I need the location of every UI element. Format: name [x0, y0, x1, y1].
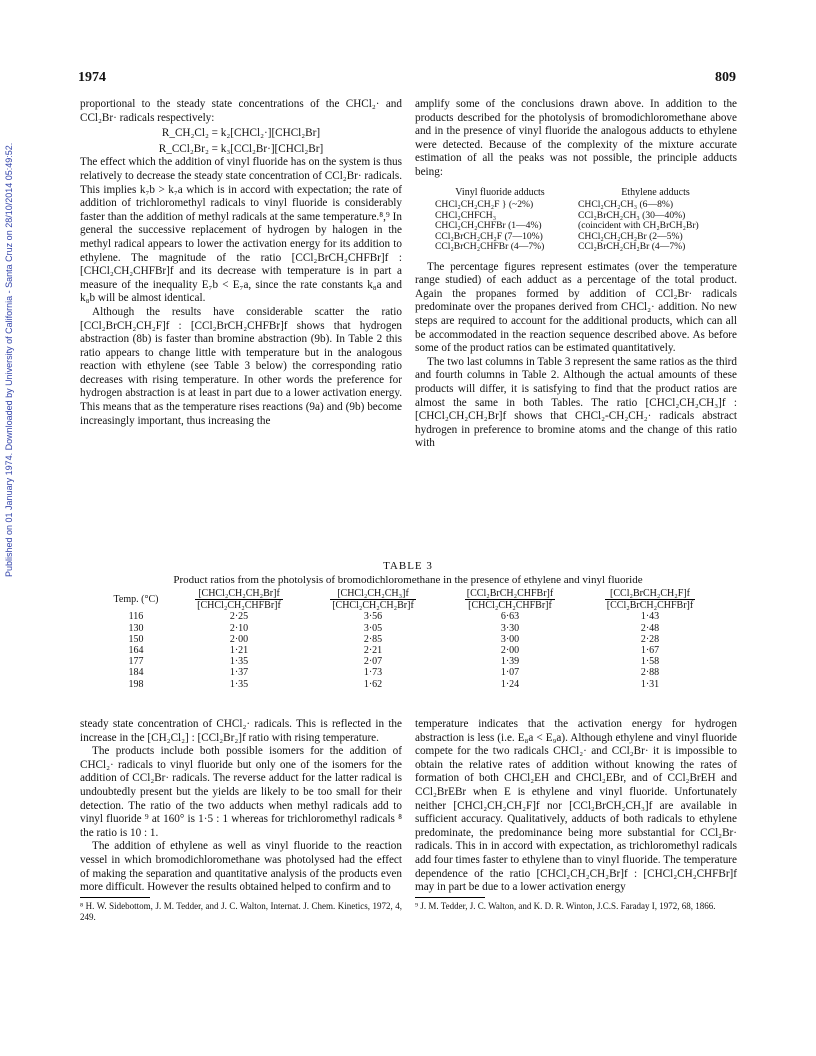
- temp-cell: 116: [128, 611, 144, 623]
- ratio-cell: 2·28: [640, 633, 660, 645]
- right-column-top: [415, 98, 737, 451]
- page-number: 809: [715, 70, 736, 85]
- equation: R_CH₂Cl₂ = k₂[CHCl₂·][CHCl₂Br]: [161, 127, 321, 140]
- table-row: [100, 667, 720, 678]
- download-notice[interactable]: Published on 01 January 1974. Downloaded by University of California - Santa Cruz on 28/10/2014 05:49:52.: [4, 142, 14, 578]
- footnote: ⁸ H. W. Sidebottom, J. M. Tedder, and J. C. Walton, Internat. J. Chem. Kinetics, 1972, 4, 249.: [80, 900, 402, 922]
- adduct-item: CHCl₂CH₂CH₂Br (2—5%): [578, 230, 683, 242]
- table-row: [100, 634, 720, 645]
- temp-cell: 198: [128, 678, 144, 690]
- paragraph: Although the results have considerable scatter the ratio [CCl₂BrCH₂CH₂F]f : [CCl₂BrCH₂CHFBr]f shows that hydrogen abstraction (8b) is faster than bromine abstraction (9b). In Table 2 this ratio appears to change little with temperature but in the analogous reaction with ethylene (see Table 3 below) the corresponding ratio decreases with rising temperature. In other words the preference for hydrogen abstraction is at least in part due to a lower activation energy. This means that as the temperature rises reactions (9a) and (9b) become increasingly important, thus increasing the: [80, 305, 402, 427]
- ratio-header: $\frac{\text{[CHCl₂CH₂CH₃]f}}{\text{[CHCl₂CH₂CH₂Br]f}}$: [332, 588, 414, 612]
- ratio-cell: 1·58: [640, 656, 660, 668]
- ratio-cell: 1·35: [229, 678, 249, 690]
- ratio-cell: 1·37: [229, 667, 249, 679]
- footnote-rule: [415, 897, 485, 898]
- ratio-cell: 6·63: [500, 611, 520, 623]
- ratio-cell: 1·62: [363, 678, 383, 690]
- product-ratio-table: [100, 588, 720, 690]
- left-column-top: [80, 98, 402, 428]
- ratio-cell: 1·35: [229, 656, 249, 668]
- table-caption: Product ratios from the photolysis of bromodichloromethane in the presence of ethylene and vinyl fluoride: [173, 574, 643, 586]
- paragraph: The addition of ethylene as well as vinyl fluoride to the reaction vessel in which bromodichloromethane was photolysed had the effect of making the separation and quantitative analysis of the products even more difficult. However the results obtained helped to confirm and to: [80, 840, 402, 894]
- adduct-item: CHCl₂CHFCH₃: [435, 209, 497, 221]
- temp-cell: 164: [128, 645, 144, 657]
- ratio-cell: 2·00: [229, 633, 249, 645]
- ratio-cell: 1·31: [640, 678, 660, 690]
- ratio-header: $\frac{\text{[CCl₂BrCH₂CHFBr]f}}{\text{[CHCl₂CH₂CHFBr]f}}$: [466, 588, 554, 612]
- temp-cell: 150: [128, 633, 144, 645]
- paragraph: The two last columns in Table 3 represent the same ratios as the third and fourth columns in Table 2. Although the actual amounts of these products will differ, it is satisfying to find that the product ratios are almost the same in both Tables. The ratio [CHCl₂CH₂CH₃]f : [CHCl₂CH₂CH₂Br]f shows that CHCl₂-CH₂CH₂· radicals abstract hydrogen in preference to bromine atoms and the change of this ratio with: [415, 355, 737, 450]
- table-row: [100, 645, 720, 656]
- adduct-item: CHCl₂CH₂CHFBr (1—4%): [435, 220, 542, 232]
- ratio-cell: 2·10: [229, 622, 249, 634]
- ratio-header: $\frac{\text{[CHCl₂CH₂CH₂Br]f}}{\text{[CHCl₂CH₂CHFBr]f}}$: [197, 588, 281, 612]
- ethylene-adducts-header: Ethylene adducts: [621, 186, 690, 198]
- year-header: 1974: [78, 70, 106, 85]
- table-title: TABLE 3: [383, 560, 433, 572]
- table-row: [100, 623, 720, 634]
- ratio-cell: 1·07: [500, 667, 520, 679]
- temp-header: Temp. (°C): [113, 594, 159, 606]
- ratio-cell: 2·21: [363, 645, 383, 657]
- right-column-bottom: [415, 718, 737, 912]
- ratio-cell: 3·56: [363, 611, 383, 623]
- ratio-cell: 1·39: [500, 656, 520, 668]
- paragraph: steady state concentration of CHCl₂· radicals. This is reflected in the increase in the [CH₂Cl₂] : [CCl₂Br₂]f ratio with rising temperature.: [80, 718, 402, 744]
- table-row: [100, 611, 720, 622]
- paragraph: temperature indicates that the activation energy for hydrogen abstraction is less (i.e. E₈a < E₉a). Although ethylene and vinyl fluoride compete for the two radicals CHCl₂· and CCl₂Br· it is impossible to obtain the relative rates of addition without knowing the rates of formation of both CHCl₂EH and CHCl₂EBr, and of CCl₂BrEH and CCl₂BrEBr when E is ethylene and vinyl fluoride. Unfortunately neither [CHCl₂CH₂CH₂F]f nor [CCl₂BrCH₂CH₃]f are available in sufficient accuracy. Qualitatively, adducts of both radicals to ethylene predominate, the predominance being more substantial for CCl₂Br· radicals. This in in accord with expectation, as trichloromethyl radicals add four times faster to ethylene than to vinyl fluoride. The temperature dependence of the ratio [CHCl₂CH₂CH₂Br]f : [CHCl₂CH₂CHFBr]f may in part be due to a lower activation energy: [415, 718, 737, 894]
- ratio-cell: 1·67: [640, 645, 660, 657]
- ratio-header: $\frac{\text{[CCl₂BrCH₂CH₂F]f}}{\text{[CCl₂BrCH₂CHFBr]f}}$: [606, 588, 694, 612]
- adduct-item: CCl₂BrCH₂CHFBr (4—7%): [435, 241, 545, 253]
- paragraph: The percentage figures represent estimates (over the temperature range studied) of each adduct as a percentage of the total product. Again the propanes formed by addition of CCl₂Br· radicals predominate over the propanes derived from CHCl₂· addition. No new steps are required to account for the additional products, which can all be accommodated in the reaction sequence described above. As before some of the product ratios can be estimated quantitatively.: [415, 260, 737, 355]
- adduct-item: CCl₂BrCH₂CH₂F (7—10%): [435, 230, 543, 242]
- temp-cell: 184: [128, 667, 144, 679]
- ratio-cell: 2·00: [500, 645, 520, 657]
- footnote-rule: [80, 897, 150, 898]
- adduct-item: (coincident with CH₂BrCH₂Br): [578, 220, 699, 232]
- ratio-cell: 2·48: [640, 622, 660, 634]
- left-column-bottom: [80, 718, 402, 923]
- ratio-cell: 2·88: [640, 667, 660, 679]
- paragraph: The products include both possible isomers for the addition of CHCl₂· radicals to vinyl fluoride but only one of the isomers for the addition of CCl₂Br· radicals. The reverse adduct for the latter radical is undoubtedly present but the yields are likely to be too small for their detection. The ratio of the two adducts when methyl radicals add to vinyl fluoride ⁹ at 160° is 1·5 : 1 whereas for trichloromethyl radicals ⁸ the ratio is 10 : 1.: [80, 745, 402, 839]
- ratio-cell: 2·07: [363, 656, 383, 668]
- adduct-item: CHCl₂CH₂CH₂F } (~2%): [435, 199, 534, 211]
- ratio-cell: 3·30: [500, 622, 520, 634]
- ratio-cell: 1·21: [229, 645, 249, 657]
- ratio-cell: 2·85: [363, 633, 383, 645]
- adduct-item: CHCl₂CH₂CH₃ (6—8%): [578, 199, 674, 211]
- footnote: ⁹ J. M. Tedder, J. C. Walton, and K. D. R. Winton, J.C.S. Faraday I, 1972, 68, 1866.: [415, 900, 716, 911]
- temp-cell: 130: [128, 622, 144, 634]
- adduct-item: CCl₂BrCH₂CH₂Br (4—7%): [578, 241, 686, 253]
- ratio-cell: 1·24: [500, 678, 520, 690]
- ratio-cell: 1·73: [363, 667, 383, 679]
- equation: R_CCl₂Br₂ = k₃[CCl₂Br·][CHCl₂Br]: [158, 142, 324, 155]
- adduct-item: CCl₂BrCH₂CH₃ (30—40%): [578, 209, 686, 221]
- ratio-cell: 3·05: [363, 622, 383, 634]
- ratio-cell: 2·25: [229, 611, 249, 623]
- ratio-cell: 3·00: [500, 633, 520, 645]
- paragraph: amplify some of the conclusions drawn above. In addition to the products described for the photolysis of bromodichloromethane above and in the presence of vinyl fluoride the analogous adducts to ethylene were detected. Because of the complexity of the mixture accurate estimation of all the peaks was not possible, the principle adducts being:: [415, 98, 737, 178]
- adducts-list: [435, 188, 733, 253]
- temp-cell: 177: [128, 656, 144, 668]
- table-row: [100, 679, 720, 690]
- vinyl-adducts-header: Vinyl fluoride adducts: [455, 186, 545, 198]
- ratio-cell: 1·43: [640, 611, 660, 623]
- paragraph: The effect which the addition of vinyl fluoride has on the system is thus relatively to decrease the steady state concentration of CCl₂Br· radicals. This implies k₇b > k₇a which is in accord with expectation; the rate of addition of trichloromethyl radicals to vinyl fluoride is considerably faster than the addition of methyl radicals at the same temperature.⁸,⁹ In general the successive replacement of hydrogen by halogen in the methyl radical appears to lower the activation energy for its addition to ethylene. The magnitude of the ratio [CCl₂BrCH₂CHFBr]f : [CHCl₂CH₂CHFBr]f and its decrease with temperature is in part a measure of the inequality E₇b < E₇a, since the rate constants k₈a and k₈b will be almost identical.: [80, 156, 402, 305]
- paragraph: proportional to the steady state concentrations of the CHCl₂· and CCl₂Br· radicals respectively:: [80, 98, 402, 124]
- table-row: [100, 656, 720, 667]
